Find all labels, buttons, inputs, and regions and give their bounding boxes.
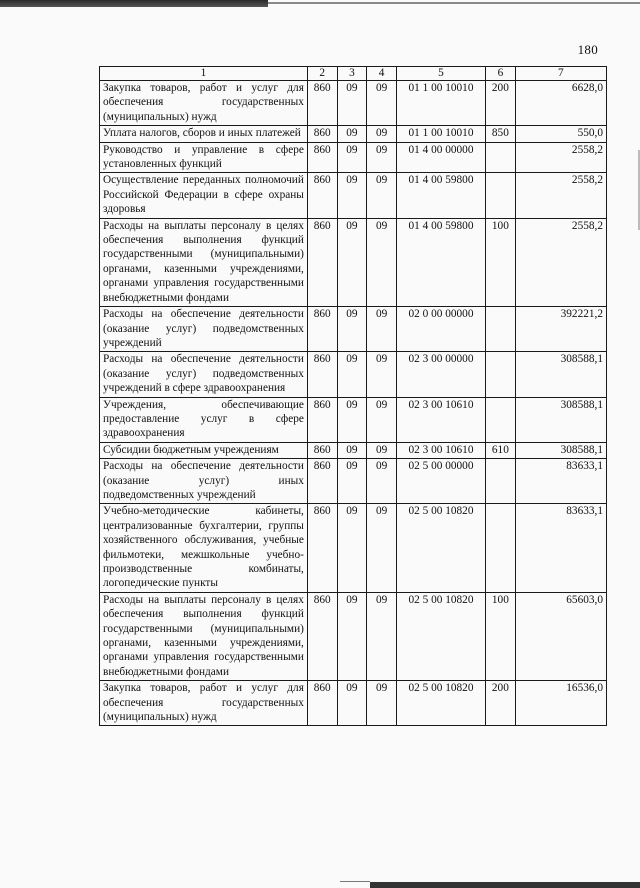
row-name-cell: Руководство и управление в сфере установленных функций [100,142,308,173]
row-col3-cell: 09 [337,352,367,397]
row-type-cell: 850 [486,126,516,142]
row-amount-cell: 392221,2 [515,307,606,352]
table-row [100,352,607,397]
row-type-cell [486,307,516,352]
row-col4-cell: 09 [367,126,397,142]
row-col3-cell: 09 [337,173,367,218]
table-header-row [100,67,607,81]
row-code-cell: 02 3 00 00000 [396,352,485,397]
row-col4-cell: 09 [367,173,397,218]
row-type-cell [486,173,516,218]
row-col4-cell: 09 [367,442,397,458]
row-code-cell: 01 1 00 10010 [396,81,485,126]
row-col4-cell: 09 [367,681,397,726]
row-col3-cell: 09 [337,307,367,352]
row-name-cell: Осуществление переданных полномочий Российской Федерации в сфере охраны здоровья [100,173,308,218]
row-amount-cell: 83633,1 [515,504,606,592]
row-amount-cell: 308588,1 [515,352,606,397]
row-amount-cell: 2558,2 [515,173,606,218]
row-name-cell: Закупка товаров, работ и услуг для обеспечения государственных (муниципальных) нужд [100,81,308,126]
scan-edge-bottom [370,882,640,888]
scan-edge-top-line [268,2,640,4]
column-header: 7 [515,67,606,81]
table-row [100,81,607,126]
column-header: 3 [337,67,367,81]
row-col3-cell: 09 [337,81,367,126]
row-col4-cell: 09 [367,397,397,442]
row-code-cell: 02 5 00 10820 [396,504,485,592]
row-name-cell: Учреждения, обеспечивающие предоставление услуг в сфере здравоохранения [100,397,308,442]
scan-mark-bottom [340,881,370,882]
row-col3-cell: 09 [337,459,367,504]
budget-table [99,66,607,726]
row-type-cell: 100 [486,592,516,680]
row-code-cell: 02 0 00 00000 [396,307,485,352]
row-col2-cell: 860 [307,442,337,458]
row-type-cell [486,504,516,592]
column-header: 5 [396,67,485,81]
table-row [100,442,607,458]
row-name-cell: Расходы на выплаты персоналу в целях обеспечения выполнения функций государственными (муниципальными) органами, казенными учреждениями, органами управления государственными внебюджетными фондами [100,218,308,306]
row-col2-cell: 860 [307,218,337,306]
row-col4-cell: 09 [367,504,397,592]
row-col3-cell: 09 [337,397,367,442]
row-code-cell: 02 5 00 00000 [396,459,485,504]
row-amount-cell: 83633,1 [515,459,606,504]
row-col2-cell: 860 [307,126,337,142]
column-header: 1 [100,67,308,81]
row-amount-cell: 308588,1 [515,397,606,442]
row-type-cell: 610 [486,442,516,458]
row-type-cell: 200 [486,81,516,126]
row-col3-cell: 09 [337,218,367,306]
row-col4-cell: 09 [367,592,397,680]
row-amount-cell: 550,0 [515,126,606,142]
table-row [100,459,607,504]
row-col2-cell: 860 [307,352,337,397]
row-col4-cell: 09 [367,307,397,352]
table-body [100,67,607,726]
table-row [100,592,607,680]
row-code-cell: 01 4 00 59800 [396,173,485,218]
row-amount-cell: 16536,0 [515,681,606,726]
row-col2-cell: 860 [307,173,337,218]
row-amount-cell: 2558,2 [515,142,606,173]
row-code-cell: 01 4 00 00000 [396,142,485,173]
row-amount-cell: 65603,0 [515,592,606,680]
row-code-cell: 02 5 00 10820 [396,681,485,726]
row-name-cell: Учебно-методические кабинеты, централизованные бухгалтерии, группы хозяйственного обслуживания, учебные фильмотеки, межшкольные учебно-производственные комбинаты, логопедические пункты [100,504,308,592]
row-col3-cell: 09 [337,681,367,726]
page-number: 180 [577,42,598,57]
row-col2-cell: 860 [307,307,337,352]
row-col2-cell: 860 [307,681,337,726]
row-col3-cell: 09 [337,142,367,173]
row-code-cell: 01 1 00 10010 [396,126,485,142]
row-name-cell: Уплата налогов, сборов и иных платежей [100,126,308,142]
table-row [100,397,607,442]
row-type-cell [486,459,516,504]
row-col3-cell: 09 [337,126,367,142]
table-row [100,681,607,726]
row-col2-cell: 860 [307,504,337,592]
table-row [100,142,607,173]
row-col3-cell: 09 [337,504,367,592]
row-col4-cell: 09 [367,218,397,306]
row-col3-cell: 09 [337,442,367,458]
row-code-cell: 02 5 00 10820 [396,592,485,680]
row-name-cell: Расходы на обеспечение деятельности (оказание услуг) подведомственных учреждений [100,307,308,352]
row-col4-cell: 09 [367,81,397,126]
table-row [100,307,607,352]
table-row [100,126,607,142]
scan-edge-top [0,0,268,7]
row-col4-cell: 09 [367,352,397,397]
row-col2-cell: 860 [307,459,337,504]
row-col4-cell: 09 [367,459,397,504]
row-col2-cell: 860 [307,142,337,173]
row-name-cell: Закупка товаров, работ и услуг для обеспечения государственных (муниципальных) нужд [100,681,308,726]
row-name-cell: Субсидии бюджетным учреждениям [100,442,308,458]
row-code-cell: 02 3 00 10610 [396,397,485,442]
row-type-cell [486,142,516,173]
row-col2-cell: 860 [307,81,337,126]
table-row [100,504,607,592]
row-name-cell: Расходы на выплаты персоналу в целях обеспечения выполнения функций государственными (муниципальными) органами, казенными учреждениями, органами управления государственными внебюджетными фондами [100,592,308,680]
row-col4-cell: 09 [367,142,397,173]
row-type-cell: 200 [486,681,516,726]
table-row [100,218,607,306]
column-header: 2 [307,67,337,81]
row-name-cell: Расходы на обеспечение деятельности (оказание услуг) иных подведомственных учреждений [100,459,308,504]
table-row [100,173,607,218]
row-code-cell: 02 3 00 10610 [396,442,485,458]
row-type-cell [486,397,516,442]
row-col2-cell: 860 [307,592,337,680]
row-amount-cell: 6628,0 [515,81,606,126]
row-type-cell [486,352,516,397]
row-amount-cell: 308588,1 [515,442,606,458]
column-header: 6 [486,67,516,81]
row-name-cell: Расходы на обеспечение деятельности (оказание услуг) подведомственных учреждений в сфере здравоохранения [100,352,308,397]
row-code-cell: 01 4 00 59800 [396,218,485,306]
row-type-cell: 100 [486,218,516,306]
row-col3-cell: 09 [337,592,367,680]
column-header: 4 [367,67,397,81]
row-amount-cell: 2558,2 [515,218,606,306]
row-col2-cell: 860 [307,397,337,442]
